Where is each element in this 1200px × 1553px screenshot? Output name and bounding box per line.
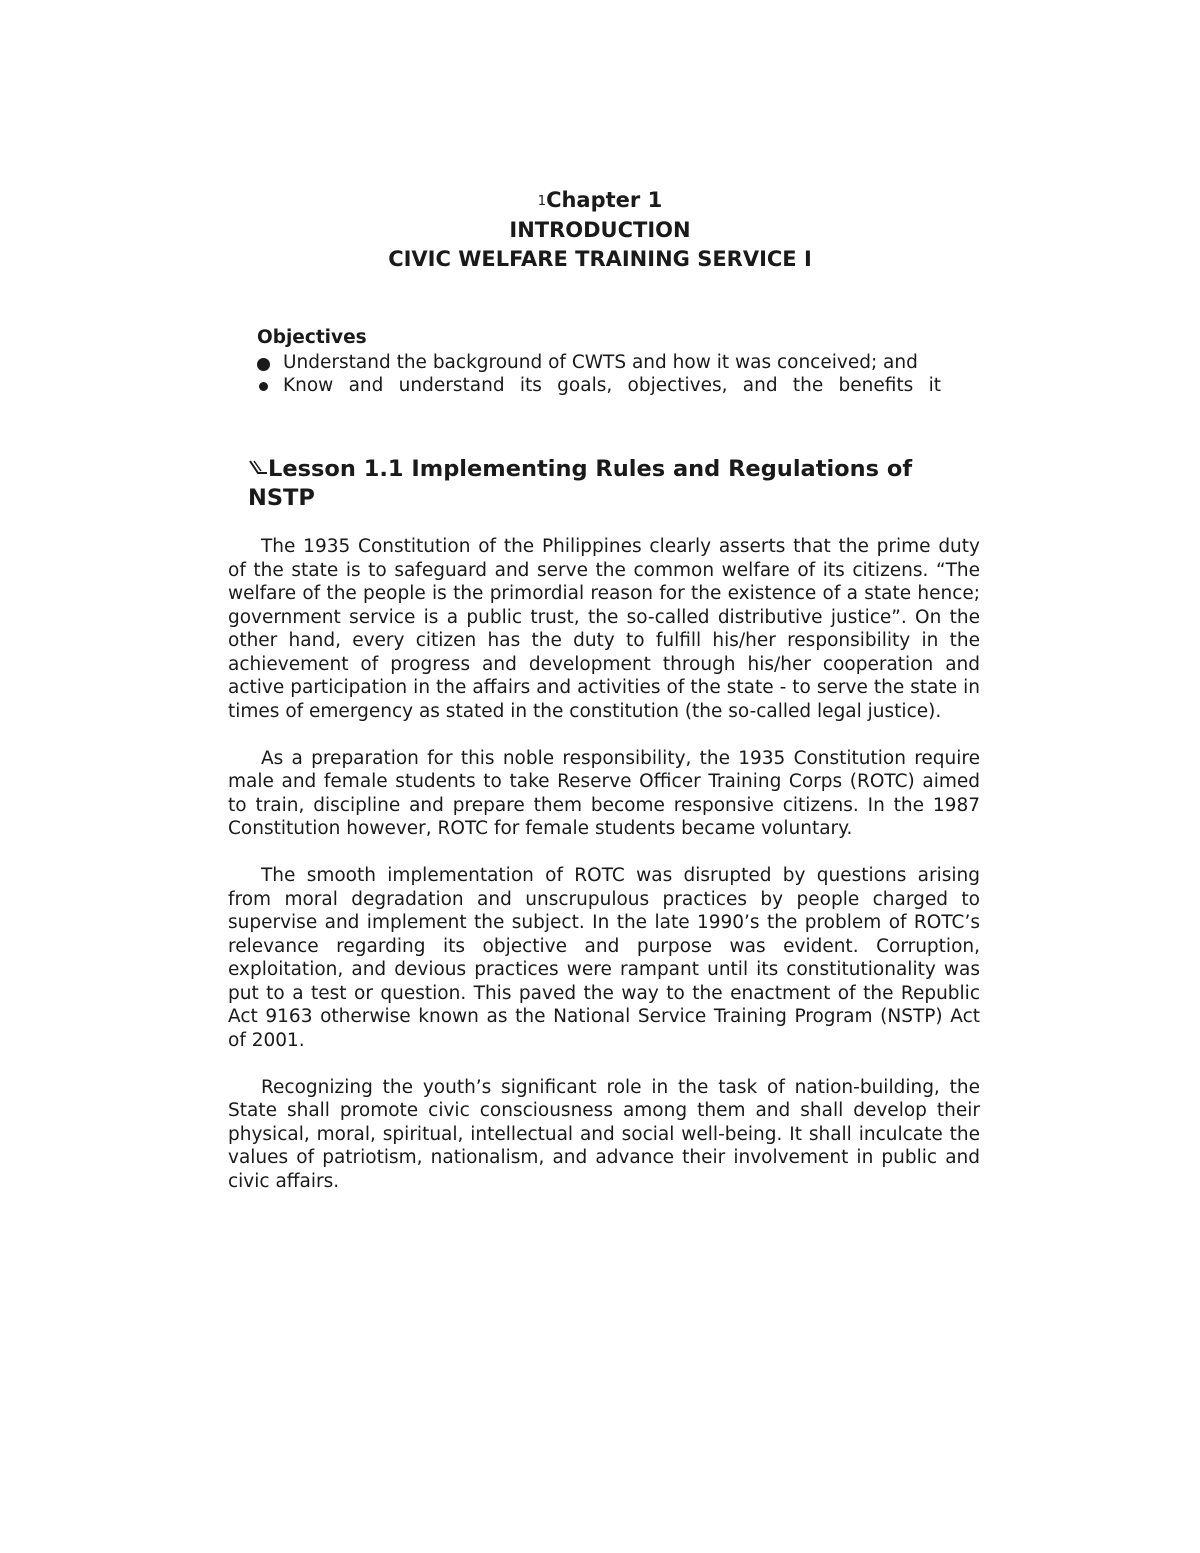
bullet-icon — [257, 358, 270, 371]
body-paragraph: The 1935 Constitution of the Philippines clearly asserts that the prime duty of the state is to safeguard and serve the common welfare of its citizens. “The welfare of the people is the primordial reason for the existence of a state hence; government service is a public trust, the so-called distributive justice”. On the other hand, every citizen has the duty to fulfill his/her responsibility in the achievement of progress and development through his/her cooperation and active participation in the affairs and activities of the state - to serve the state in times of emergency as stated in the constitution (the so-called legal justice). — [228, 536, 980, 722]
body-paragraph: The smooth implementation of ROTC was disrupted by questions arising from moral degradation and unscrupulous practices by people charged to supervise and implement the subject. In the late 1990’s the problem of ROTC’s relevance regarding its objective and purpose was evident. Corruption, exploitation, and devious practices were rampant until its constitutionality was put to a test or question. This paved the way to the enactment of the Republic Act 9163 otherwise known as the National Service Training Program (NSTP) Act of 2001. — [228, 865, 980, 1051]
objective-text: Know and understand its goals, objectives, and the benefits it — [283, 375, 941, 396]
lesson-heading — [248, 455, 968, 512]
body-paragraph: Recognizing the youth’s significant role in the task of nation-building, the State shall promote civic consciousness among them and shall develop their physical, moral, spiritual, intellectual and social well-being. It shall inculcate the values of patriotism, nationalism, and advance their involvement in public and civic affairs. — [228, 1076, 980, 1192]
objective-item — [257, 374, 941, 398]
lesson-title-text: Lesson 1.1 Implementing Rules and Regulations of NSTP — [248, 456, 913, 511]
lesson-body — [228, 535, 980, 1217]
objectives-list — [257, 351, 957, 398]
objectives-section — [257, 326, 957, 398]
chapter-subtitle: CIVIC WELFARE TRAINING SERVICE I — [388, 247, 812, 271]
objective-item — [257, 351, 923, 375]
objective-text: Understand the background of CWTS and how it was conceived; and — [283, 351, 918, 373]
bullet-icon — [259, 382, 268, 391]
body-paragraph: As a preparation for this noble responsibility, the 1935 Constitution require male and female students to take Reserve Officer Training Corps (ROTC) aimed to train, discipline and prepare them become responsive citizens. In the 1987 Constitution however, ROTC for female students became voluntary. — [228, 747, 980, 839]
chapter-label-line — [0, 186, 1200, 216]
chapter-header — [0, 186, 1200, 274]
footnote-mark: 1 — [537, 194, 547, 209]
pin-icon — [248, 456, 268, 484]
objectives-heading: Objectives — [257, 327, 367, 348]
chapter-title: INTRODUCTION — [509, 218, 691, 242]
chapter-label: Chapter 1 — [546, 188, 663, 212]
